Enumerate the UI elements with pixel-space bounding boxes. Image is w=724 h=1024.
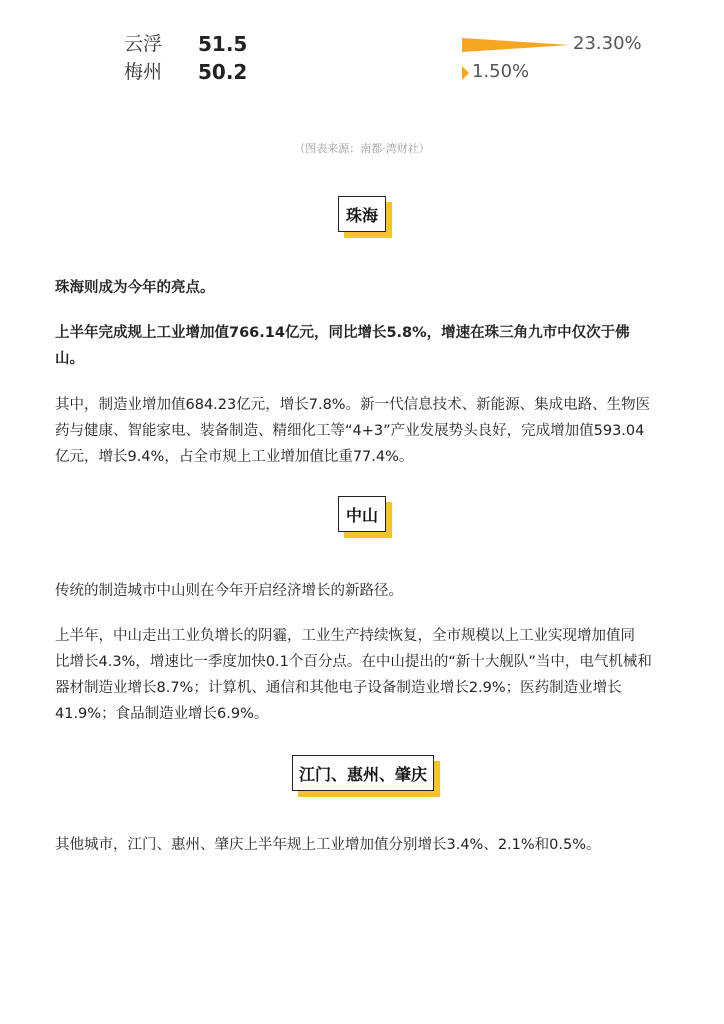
section-tag-label: 珠海 — [338, 196, 386, 232]
chart-row-meizhou — [0, 58, 724, 86]
text-line: 山。 — [55, 351, 84, 367]
growth-bar — [462, 38, 570, 52]
text-line: 比增长4.3%，增速比一季度加快0.1个百分点。在中山提出的“新十大舰队”当中，电气机械和 — [55, 654, 652, 670]
text-line: 41.9%；食品制造业增长6.9%。 — [55, 706, 269, 722]
section-tag-label: 中山 — [338, 496, 386, 532]
chart-category-label: 梅州 — [124, 61, 163, 83]
zhongshan-detail — [55, 623, 675, 727]
text-line: 亿元，增长9.4%，占全市规上工业增加值比重77.4%。 — [55, 449, 414, 465]
chart-value-label: 50.2 — [198, 60, 248, 84]
section-tag-zhongshan — [338, 496, 386, 532]
section-tag-zhuhai — [338, 196, 386, 232]
text: 珠海则成为今年的亮点。 — [55, 280, 215, 296]
text-line: 器材制造业增长8.7%；计算机、通信和其他电子设备制造业增长2.9%；医药制造业增长 — [55, 680, 622, 696]
chart-bar-yunfu — [462, 36, 572, 54]
growth-bar — [462, 66, 469, 80]
chart-value-label: 51.5 — [198, 32, 248, 56]
zhongshan-lead — [55, 578, 675, 604]
zhuhai-detail — [55, 392, 675, 470]
zhuhai-summary — [55, 320, 675, 372]
text-line: 上半年完成规上工业增加值766.14亿元，同比增长5.8%，增速在珠三角九市中仅次于佛 — [55, 325, 630, 341]
text-line: 上半年，中山走出工业负增长的阴霾，工业生产持续恢复，全市规模以上工业实现增加值同 — [55, 628, 635, 644]
chart-growth-label: 23.30% — [573, 33, 642, 54]
chart-row-yunfu — [0, 30, 724, 58]
others-detail — [55, 832, 675, 858]
text-line: 其中，制造业增加值684.23亿元，增长7.8%。新一代信息技术、新能源、集成电路、生物医 — [55, 397, 651, 413]
text: 传统的制造城市中山则在今年开启经济增长的新路径。 — [55, 583, 403, 599]
text-line: 药与健康、智能家电、装备制造、精细化工等“4+3”产业发展势头良好，完成增加值593.04 — [55, 423, 645, 439]
zhuhai-lead — [55, 275, 675, 301]
section-tag-label: 江门、惠州、肇庆 — [292, 755, 434, 791]
chart-source-note: （图表来源：南都·湾财社） — [294, 142, 430, 155]
section-tag-others — [292, 755, 434, 791]
text: 其他城市，江门、惠州、肇庆上半年规上工业增加值分别增长3.4%、2.1%和0.5%。 — [55, 837, 601, 853]
chart-growth-label: 1.50% — [471, 61, 530, 82]
chart-category-label: 云浮 — [124, 33, 163, 55]
